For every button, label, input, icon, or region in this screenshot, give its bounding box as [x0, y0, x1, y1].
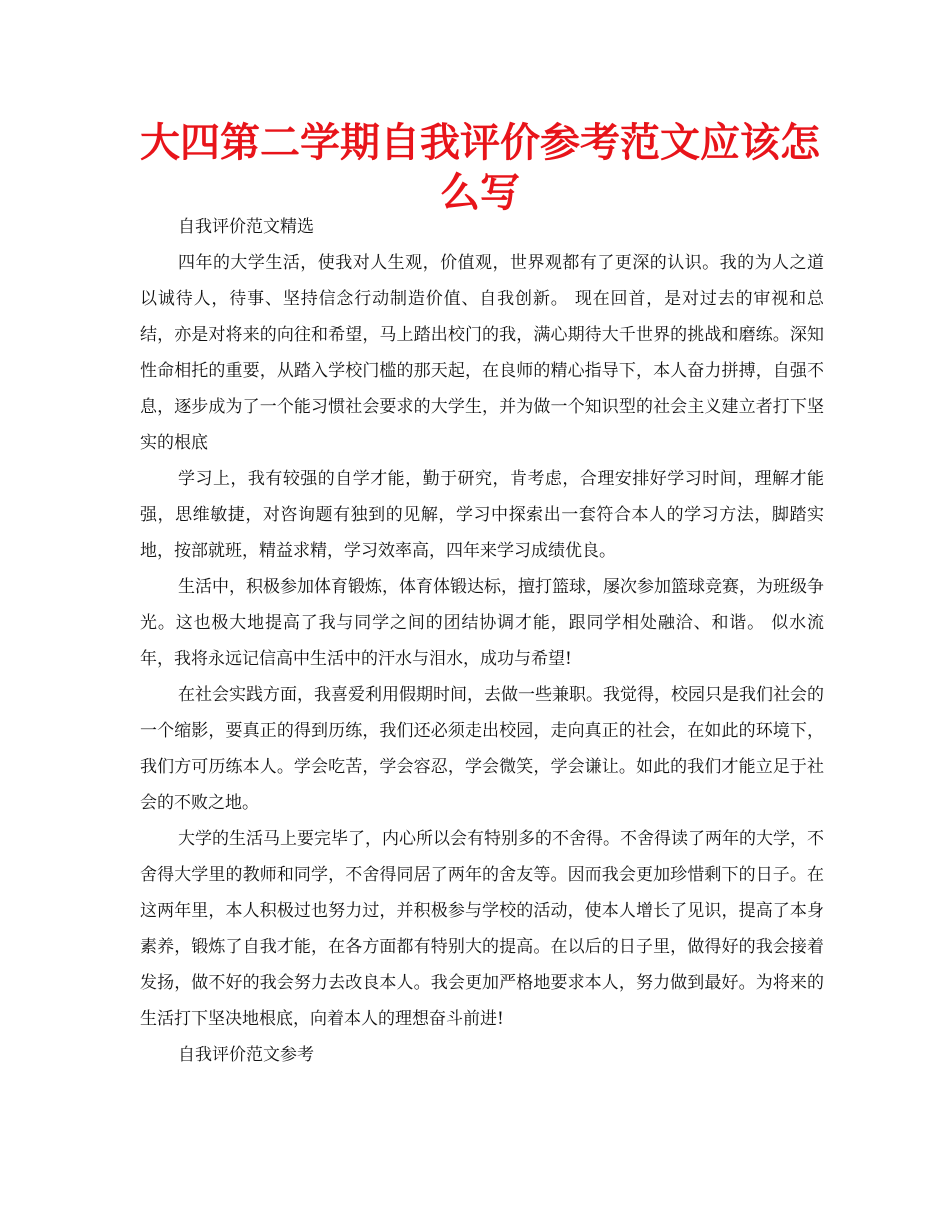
section-heading-selected-samples: 自我评价范文精选	[178, 217, 314, 237]
paragraph-university-life: 四年的大学生活，使我对人生观，价值观，世界观都有了更深的认识。我的为人之道 以诚待人，待事、坚持信念行动制造价值、自我创新。 现在回首，是对过去的审视和总结，亦是对将来的向往和希望，马上踏出校门的我，满心期待大千世界的挑战和磨练。深知性命相托的重要，从踏入学校门槛的那天起，在良师的精心指导下，本人奋力拼搏，自强不息，逐步成为了一个能习惯社会要求的大学生，并为做一个知识型的社会主义建立者打下坚实的根底	[140, 253, 824, 453]
paragraph-social-practice: 在社会实践方面，我喜爱利用假期时间，去做一些兼职。我觉得，校园只是我们社会的一个缩影，要真正的得到历练，我们还必须走出校园，走向真正的社会，在如此的环境下，我们方可历练本人。学会吃苦，学会容忍，学会微笑，学会谦让。如此的我们才能立足于社会的不败之地。	[140, 685, 824, 813]
paragraph-study: 学习上，我有较强的自学才能，勤于研究，肯考虑，合理安排好学习时间，理解才能强，思维敏捷，对咨询题有独到的见解，学习中探索出一套符合本人的学习方法，脚踏实地，按部就班，精益求精，学习效率高，四年来学习成绩优良。	[140, 469, 824, 561]
section-heading-reference: 自我评价范文参考	[178, 1045, 314, 1065]
document-title: 大四第二学期自我评价参考范文应该怎么写	[140, 120, 820, 216]
paragraph-daily-life: 生活中，积极参加体育锻炼，体育体锻达标，擅打篮球，屡次参加篮球竞赛，为班级争光。这也极大地提高了我与同学之间的团结协调才能，跟同学相处融洽、和谐。 似水流年，我将永远记信高中生活中的汗水与泪水，成功与希望!	[140, 577, 824, 669]
document-body	[140, 209, 824, 1073]
paragraph-graduation: 大学的生活马上要完毕了，内心所以会有特别多的不舍得。不舍得读了两年的大学，不舍得大学里的教师和同学，不舍得同居了两年的舍友等。因而我会更加珍惜剩下的日子。在这两年里，本人积极过也努力过，并积极参与学校的活动，使本人增长了见识，提高了本身素养，锻炼了自我才能，在各方面都有特别大的提高。在以后的日子里，做得好的我会接着发扬，做不好的我会努力去改良本人。我会更加严格地要求本人，努力做到最好。为将来的生活打下坚决地根底，向着本人的理想奋斗前进!	[140, 829, 824, 1029]
